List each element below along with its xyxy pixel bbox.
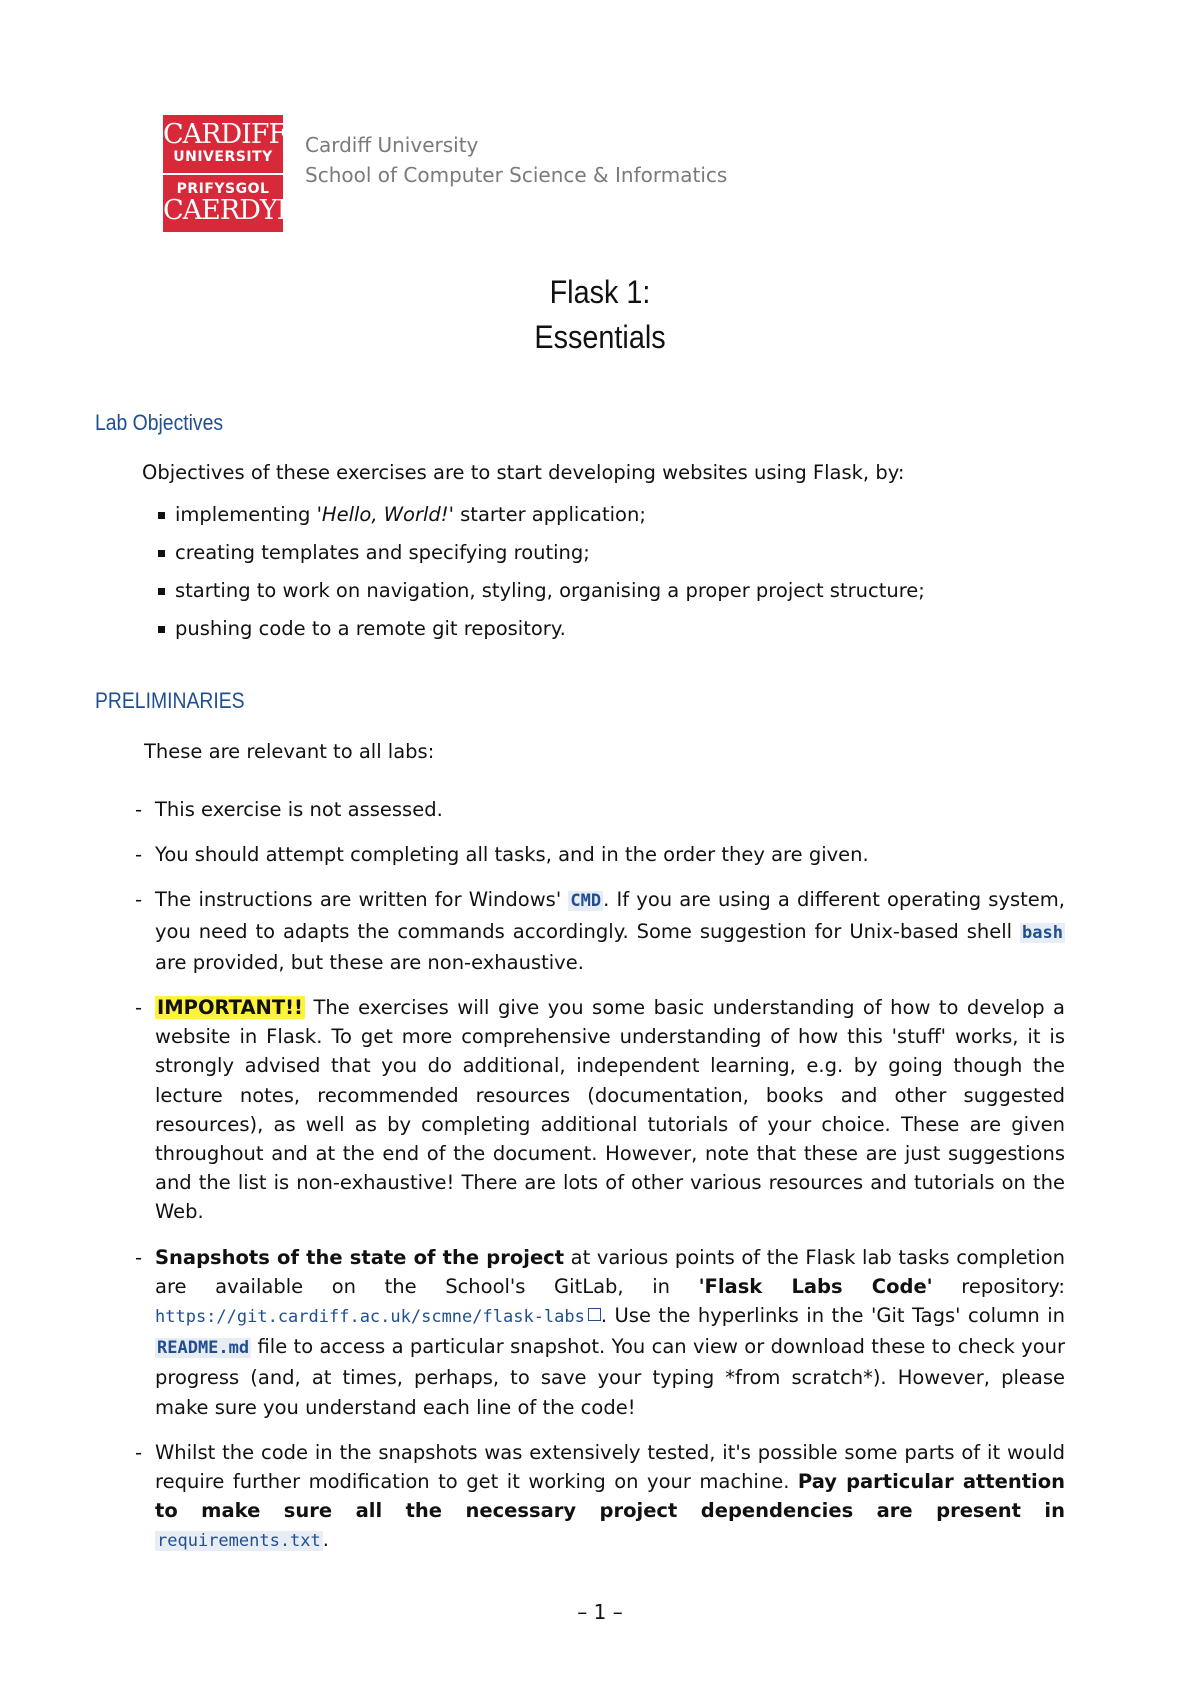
preliminaries-heading: PRELIMINARIES	[95, 688, 245, 713]
lab-objectives-heading: Lab Objectives	[95, 410, 224, 435]
bullet-icon	[158, 626, 165, 633]
list-item: - This exercise is not assessed.	[135, 798, 443, 821]
preliminaries-list	[135, 795, 1065, 1573]
preliminaries-intro: These are relevant to all labs:	[144, 740, 435, 763]
logo-line-1: CARDIFF	[163, 119, 287, 150]
logo-line-2: UNIVERSITY	[173, 149, 273, 165]
bullet-icon	[158, 512, 165, 519]
readme-code: README.md	[157, 1338, 250, 1359]
logo-line-3: PRIFYSGOL	[176, 181, 270, 197]
list-item: pushing code to a remote git repository.	[175, 614, 925, 652]
list-item: creating templates and specifying routing;	[175, 538, 925, 576]
list-item: implementing 'Hello, World!' starter application;	[175, 500, 925, 538]
university-name: Cardiff University	[305, 133, 479, 157]
important-highlight: IMPORTANT!!	[157, 996, 303, 1020]
bullet-icon	[158, 588, 165, 595]
bullet-icon	[158, 550, 165, 557]
list-item: - Snapshots of the state of the project at various points of the Flask lab tasks completion are available on the School's GitLab, in 'Flask Labs Code' repository: https://git.cardiff.ac.uk/scmne/flask-labs . Use the hyperlinks in the 'Git Tags' column in README.md file to access a particular snapshot. You can view or download these to check your progress (and, at times, perhaps, to save your typing *from scratch*). However, please make sure you understand each line of the code!	[135, 1245, 1065, 1419]
objectives-list	[175, 500, 925, 652]
list-item: - IMPORTANT!! The exercises will give you some basic understanding of how to develop a website in Flask. To get more comprehensive understanding of how this 'stuff' works, it is strongly advised that you do additional, independent learning, e.g. by going though the lecture notes, recommended resources (documentation, books and other suggested resources), as well as by completing additional tutorials of your choice. These are given throughout and at the end of the document. However, note that these are just suggestions and the list is non-exhaustive! There are lots of other various resources and tutorials on the Web.	[135, 996, 1065, 1224]
page-number: – 1 –	[577, 1600, 623, 1624]
document-title	[60, 270, 1140, 360]
title-line-2: Essentials	[534, 319, 666, 355]
list-item: - You should attempt completing all tasks, and in the order they are given.	[135, 843, 869, 867]
cardiff-university-logo	[163, 115, 298, 232]
requirements-code: requirements.txt	[157, 1531, 321, 1552]
organisation-header	[305, 130, 727, 190]
list-item: starting to work on navigation, styling, organising a proper project structure;	[175, 576, 925, 614]
gitlab-link[interactable]: https://git.cardiff.ac.uk/scmne/flask-labs	[155, 1307, 585, 1328]
list-item: - Whilst the code in the snapshots was extensively tested, it's possible some parts of it would require further modification to get it working on your machine. Pay particular attention to make sure all the necessary project dependencies are present in requirements.txt .	[135, 1440, 1066, 1552]
external-link-icon[interactable]	[588, 1308, 601, 1321]
logo-divider	[163, 173, 283, 175]
list-item: - The instructions are written for Windows' CMD . If you are using a different operating system, you need to adapts the commands accordingly. Some suggestion for Unix-based shell bash are provided, but these are non-exhaustive.	[135, 888, 1065, 974]
logo-line-4: CAERDYD	[163, 195, 298, 226]
objectives-intro: Objectives of these exercises are to start developing websites using Flask, by:	[142, 461, 905, 484]
title-line-1: Flask 1:	[549, 274, 651, 310]
cmd-code: CMD	[570, 891, 602, 912]
school-name: School of Computer Science & Informatics	[305, 163, 728, 187]
bash-code: bash	[1022, 922, 1063, 943]
